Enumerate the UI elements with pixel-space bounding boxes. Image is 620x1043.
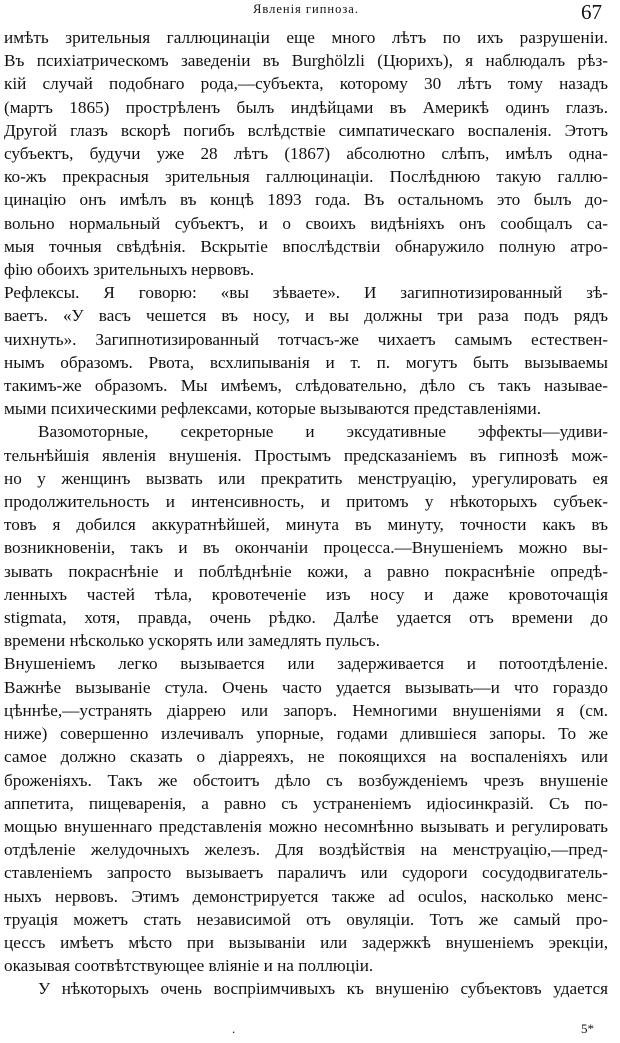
text-line: Другой глазъ вскорѣ погибъ вслѣдствіе симпатическаго воспаленія. Этотъ xyxy=(4,120,608,140)
text-line: ваетъ. «У васъ чешется въ носу, и вы должны три раза подъ рядъ xyxy=(4,306,608,326)
text-line: мыми психическими рефлексами, которые вызываются представленіями. xyxy=(4,399,541,419)
text-line: фію обоихъ зрительныхъ нервовъ. xyxy=(4,260,255,280)
text-line: ко-жъ прекрасныя зрительныя галлюцинаціи. Послѣднюю такую галлю- xyxy=(4,167,608,187)
text-line: ныхъ нервовъ. Этимъ демонстрируется также ad oculos, насколько менс- xyxy=(4,886,608,906)
text-line: У нѣкоторыхъ очень воспріимчивыхъ къ внушенію субъектовъ удается xyxy=(38,979,608,999)
text-line: вольно нормальный субъектъ, и о своихъ видѣніяхъ онъ сообщалъ са- xyxy=(4,213,608,233)
text-line: ленныхъ частей тѣла, кровотеченіе изъ носу и даже кровоточащія xyxy=(4,584,608,604)
text-line: броженіяхъ. Такъ же обстоитъ дѣло съ возбужденіемъ чрезъ внушеніе xyxy=(4,770,608,790)
text-line: труація можетъ стать независимой отъ овуляціи. Тотъ же самый про- xyxy=(4,909,608,929)
text-line: Въ психіатрическомъ заведеніи въ Burghölzli (Цюрихъ), я наблюдалъ рѣз- xyxy=(4,51,608,71)
signature-mark: 5* xyxy=(581,1021,594,1036)
page-number: 67 xyxy=(581,0,602,24)
text-line: субъектъ, будучи уже 28 лѣтъ (1867) абсолютно слѣпъ, имѣлъ одна- xyxy=(4,144,608,164)
text-line: stigmata, хотя, правда, очень рѣдко. Далѣе удается отъ времени до xyxy=(4,608,608,628)
text-line: (мартъ 1865) прострѣленъ былъ индѣйцами въ Америкѣ одинъ глазъ. xyxy=(4,97,608,117)
text-line: продолжительность и интенсивность, и притомъ у нѣкоторыхъ субъек- xyxy=(4,492,608,512)
text-line: такимъ-же образомъ. Мы имѣемъ, слѣдовательно, дѣло съ такъ называе- xyxy=(4,376,608,396)
text-line: возникновеніи, такъ и въ окончаніи процесса.—Внушеніемъ можно вы- xyxy=(4,538,608,558)
text-line: Вазомоторные, секреторные и эксудативные эффекты—удиви- xyxy=(38,422,608,442)
text-line: имѣть зрительныя галлюцинаціи еще много лѣтъ по ихъ разрушеніи. xyxy=(4,28,608,47)
text-line: Важнѣе вызываніе стула. Очень часто удается вызывать—и что гораздо xyxy=(4,677,608,697)
text-line: кій случай подобнаго рода,—субъекта, которому 30 лѣтъ тому назадъ xyxy=(4,74,608,94)
text-line: Внушеніемъ легко вызывается или задерживается и потоотдѣленіе. xyxy=(4,654,608,674)
text-line: оказывая соотвѣтствующее вліяніе и на поллюціи. xyxy=(4,956,374,976)
text-line: ставленіемъ запросто вызываетъ параличъ или судороги сосудодвигатель- xyxy=(4,863,608,883)
text-line: времени нѣсколько ускорять или замедлять пульсъ. xyxy=(4,631,380,651)
page-header xyxy=(4,0,608,26)
text-line: ниже) совершенно излечивалъ упорные, годами длившіеся запоры. То же xyxy=(4,724,608,744)
text-line: тельнѣйшія явленія внушенія. Простымъ предсказаніемъ въ гипнозѣ мож- xyxy=(4,445,608,465)
running-title: Явленія гипноза. xyxy=(253,2,359,16)
text-line: товъ я добился аккуратнѣйшей, минута въ минуту, точности какъ въ xyxy=(4,515,608,535)
text-line: чихнуть». Загипнотизированный тотчасъ-же чихаетъ самымъ естествен- xyxy=(4,329,608,349)
text-line: цѣннѣе,—устранять діаррею или запоръ. Немногими внушеніями я (см. xyxy=(4,700,608,720)
text-line: цинацію онъ имѣлъ въ концѣ 1893 года. Въ остальномъ это былъ до- xyxy=(4,190,608,210)
text-line: зывать покраснѣніе и поблѣднѣніе кожи, а равно покраснѣніе опредѣ- xyxy=(4,561,608,581)
body-text xyxy=(4,26,608,1001)
text-line: мыя точныя свѣдѣнія. Вскрытіе впослѣдствіи обнаружило полную атро- xyxy=(4,236,608,256)
text-line: аппетита, пищеваренія, а равно съ устраненіемъ идіосинкразій. Съ по- xyxy=(4,793,608,813)
text-line: цессъ имѣетъ мѣсто при вызываніи или задержкѣ внушеніемъ эрекціи, xyxy=(4,932,608,952)
text-line: мощью внушеннаго представленія можно несомнѣнно вызывать и регулировать xyxy=(4,816,608,836)
text-line: отдѣленіе желудочныхъ железъ. Для воздѣйствія на менструацію,—пред- xyxy=(4,840,608,860)
text-line: самое должно сказать о діарреяхъ, не покоящихся на воспаленіяхъ или xyxy=(4,747,608,767)
text-line: но у женщинъ вызвать или прекратить менструацію, урегулировать ея xyxy=(4,468,608,488)
stray-dot: . xyxy=(232,1021,236,1036)
text-line: нымъ образомъ. Рвота, всхлипыванія и т. п. могутъ быть вызываемы xyxy=(4,352,608,372)
text-line: Рефлексы. Я говорю: «вы зѣваете». И загипнотизированный зѣ- xyxy=(4,283,608,303)
